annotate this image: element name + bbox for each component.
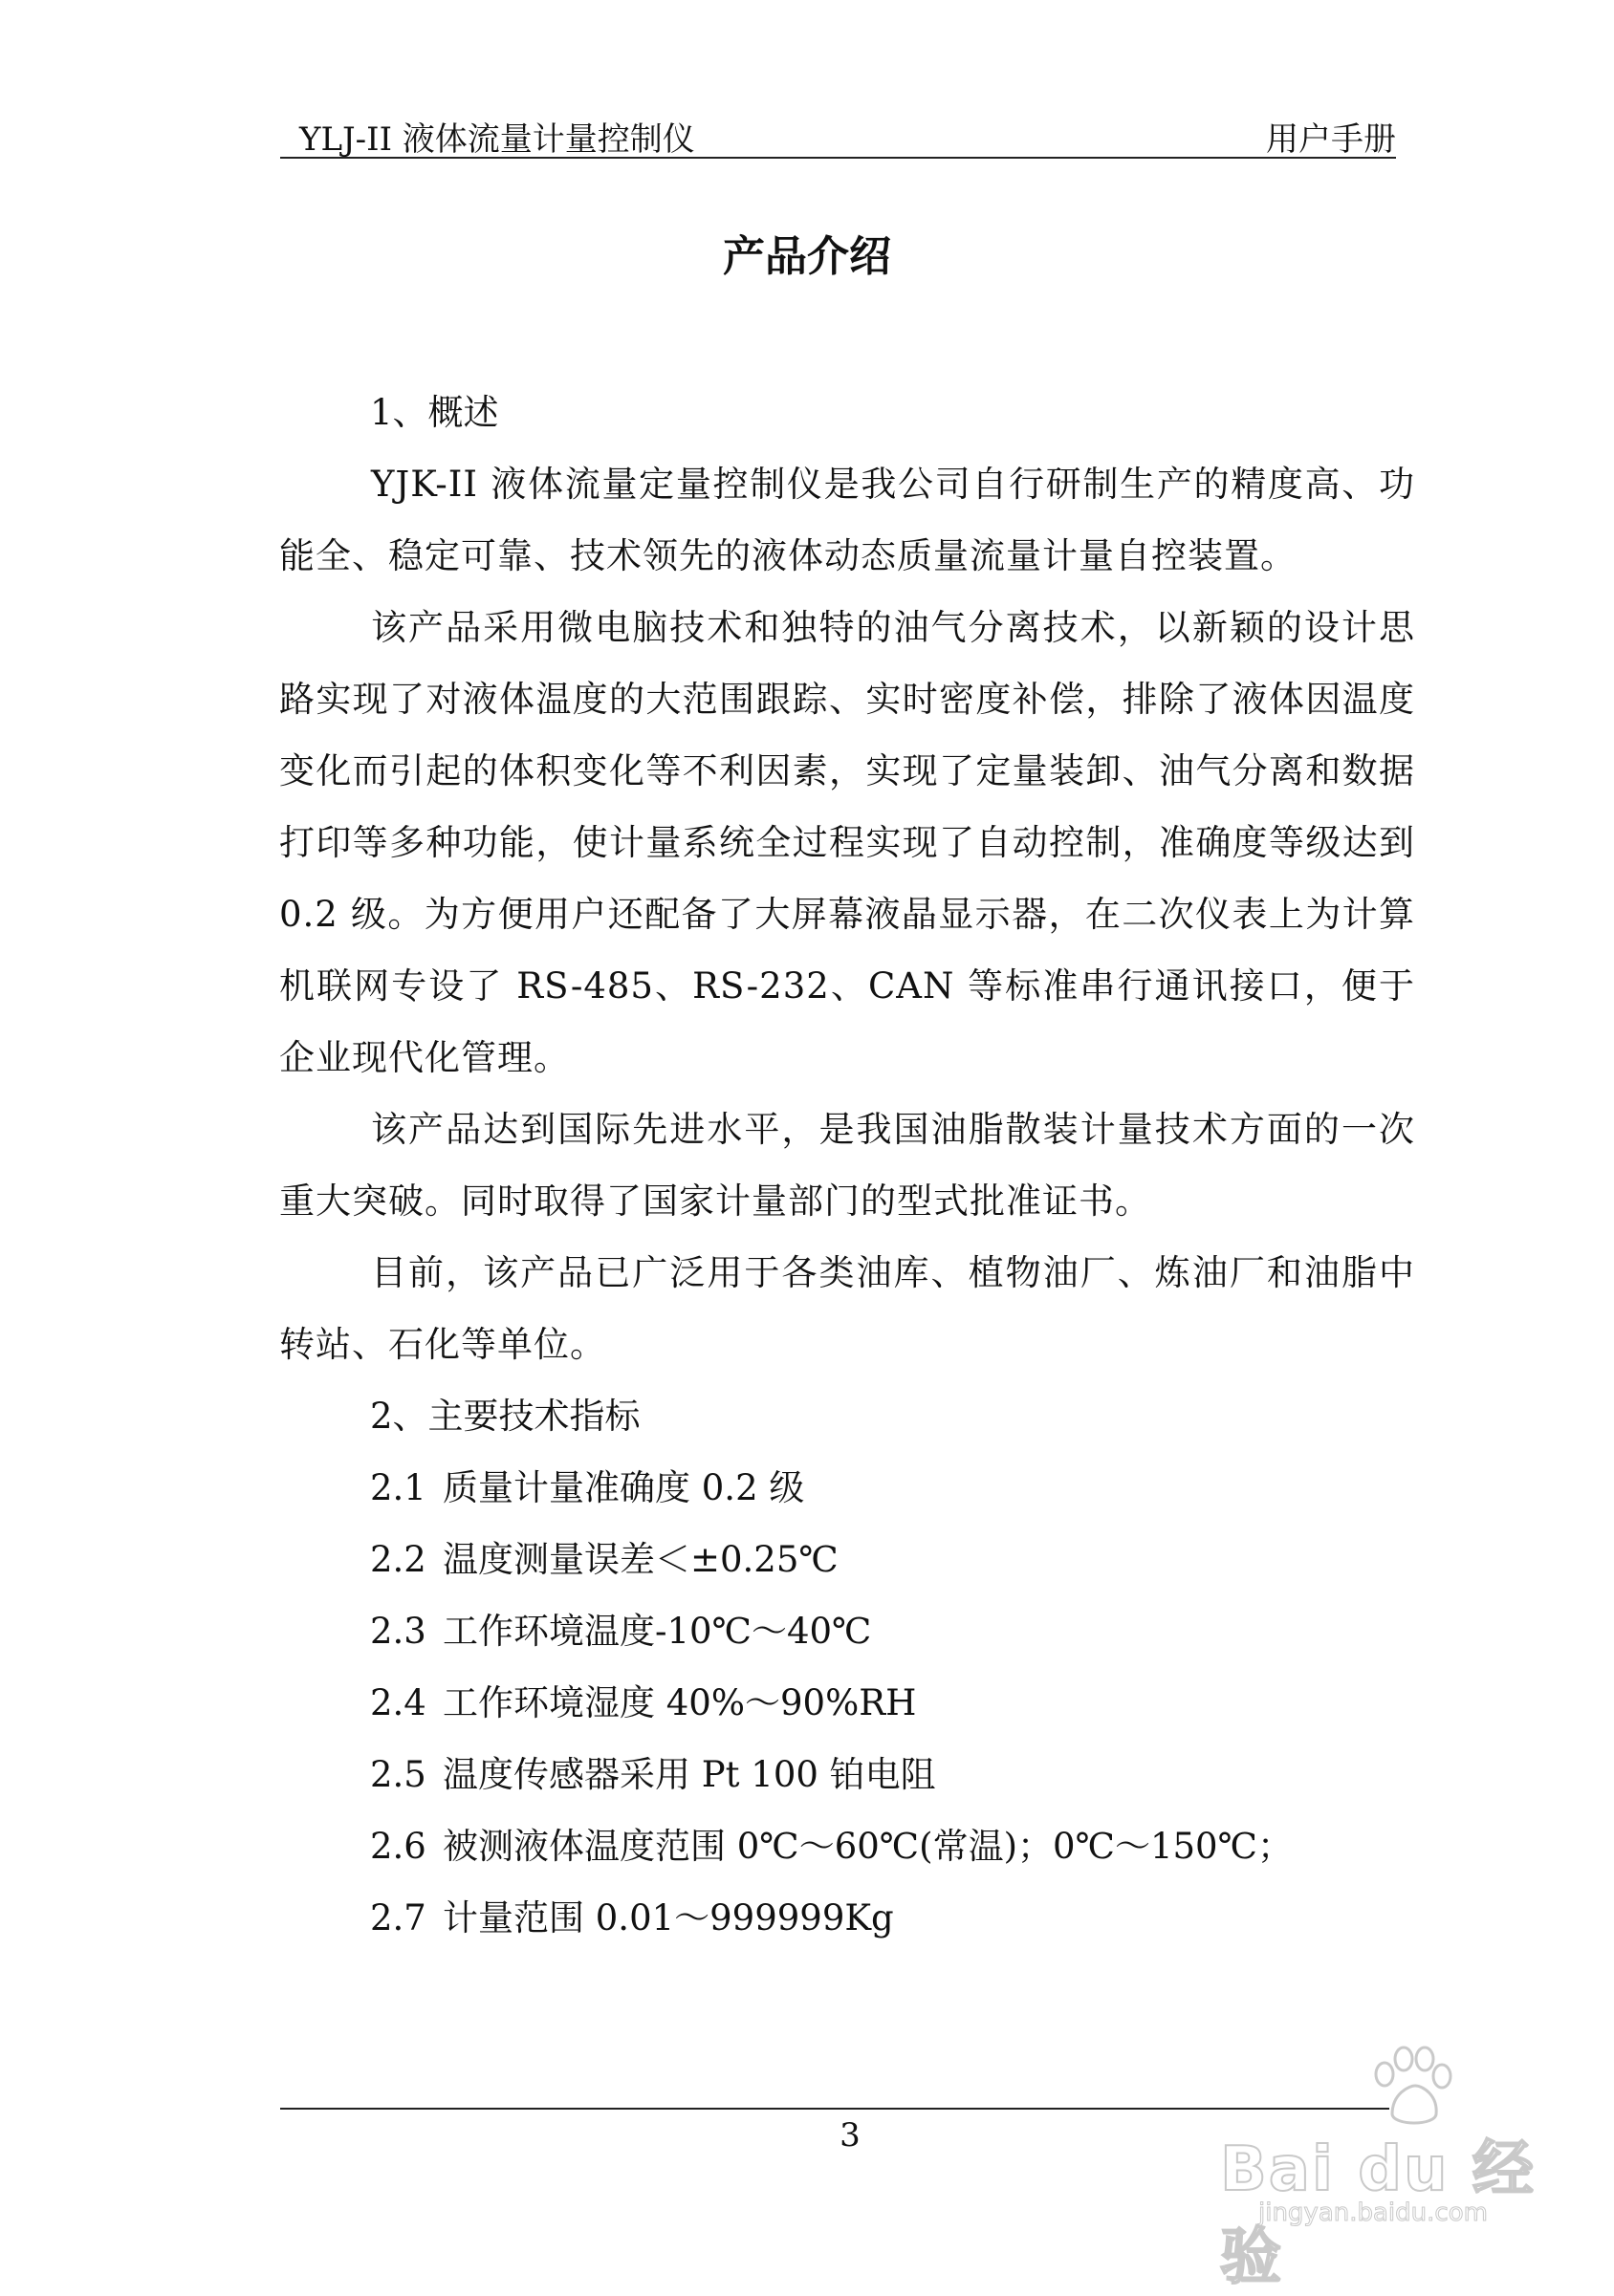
spec-number: 2.6	[370, 1826, 426, 1867]
spec-item	[279, 1595, 1415, 1667]
spec-text: 被测液体温度范围 0℃～60℃(常温)；0℃～150℃；	[443, 1826, 1293, 1867]
watermark-brand: Bai du 经验	[1220, 2134, 1536, 2293]
baidu-watermark	[1220, 2046, 1536, 2293]
spec-number: 2.1	[370, 1467, 426, 1508]
main-content	[279, 377, 1415, 1954]
spec-item	[279, 1452, 1415, 1524]
spec-text: 温度传感器采用 Pt 100 铂电阻	[443, 1754, 936, 1795]
spec-item	[279, 1524, 1415, 1595]
page-title: 产品介绍	[723, 232, 891, 281]
spec-number: 2.3	[370, 1611, 426, 1652]
spec-number: 2.7	[370, 1897, 426, 1939]
paragraph: 该产品采用微电脑技术和独特的油气分离技术，以新颖的设计思路实现了对液体温度的大范围跟踪、实时密度补偿，排除了液体因温度变化而引起的体积变化等不利因素，实现了定量装卸、油气分离和数据打印等多种功能，使计量系统全过程实现了自动控制，准确度等级达到 0.2 级。为方便用户还配备了大屏幕液晶显示器，在二次仪表上为计算机联网专设了 RS-485、RS-232、CAN 等标准串行通讯接口，便于企业现代化管理。	[279, 607, 1415, 1078]
spec-item	[279, 1739, 1415, 1810]
spec-text: 质量计量准确度 0.2 级	[443, 1467, 805, 1508]
spec-text: 工作环境温度-10℃～40℃	[443, 1611, 872, 1652]
spec-item	[279, 1667, 1415, 1739]
spec-number: 2.4	[370, 1682, 426, 1723]
header-document-title: YLJ-II 液体流量计量控制仪	[299, 120, 695, 159]
section-heading-specs: 2、主要技术指标	[370, 1396, 641, 1437]
header-manual-label: 用户手册	[1266, 120, 1396, 159]
spec-text: 工作环境湿度 40%～90%RH	[443, 1682, 917, 1723]
spec-text: 温度测量误差＜±0.25℃	[443, 1539, 839, 1580]
watermark-url: jingyan.baidu.com	[1258, 2199, 1488, 2227]
section-heading-overview: 1、概述	[370, 392, 499, 433]
page-header	[280, 107, 1396, 159]
spec-text: 计量范围 0.01～999999Kg	[443, 1897, 894, 1939]
paragraph: YJK-II 液体流量定量控制仪是我公司自行研制生产的精度高、功能全、稳定可靠、技术领先的液体动态质量流量计量自控装置。	[279, 464, 1415, 576]
spec-number: 2.5	[370, 1754, 426, 1795]
paw-icon	[1363, 2046, 1459, 2130]
paragraph: 目前，该产品已广泛用于各类油库、植物油厂、炼油厂和油脂中转站、石化等单位。	[279, 1252, 1415, 1365]
paragraph: 该产品达到国际先进水平，是我国油脂散装计量技术方面的一次重大突破。同时取得了国家计量部门的型式批准证书。	[279, 1109, 1415, 1222]
spec-item	[279, 1882, 1415, 1954]
spec-number: 2.2	[370, 1539, 426, 1580]
spec-item	[279, 1810, 1415, 1882]
page-number: 3	[840, 2116, 861, 2155]
